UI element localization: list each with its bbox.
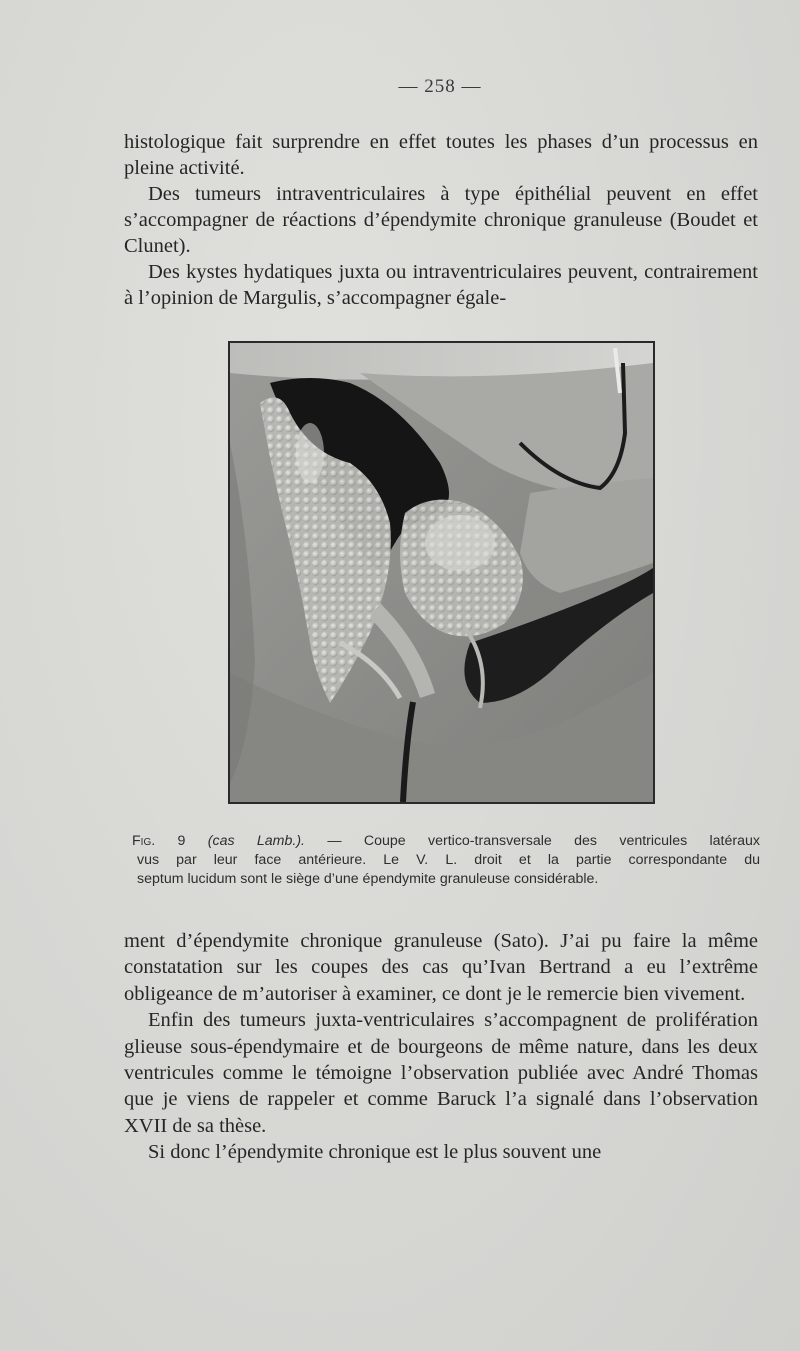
caption-line-1	[132, 832, 760, 851]
paragraph-continuation: histologique fait surprendre en effet toutes les phases d’un processus en pleine activité.	[124, 131, 758, 179]
paragraph-tumeurs: Des tumeurs intraventriculaires à type épithélial peuvent en effet s’accompagner de réactions d’épendymite chronique granuleuse (Boudet et Clunet).	[124, 183, 758, 257]
caption-line-3: septum lucidum sont le siège d’une épendymite granuleuse considérable.	[137, 871, 599, 887]
body-text-bottom	[124, 928, 758, 1166]
caption-line-2: vus par leur face antérieure. Le V. L. droit et la partie correspondante du	[137, 852, 760, 868]
brain-section-photo	[230, 343, 653, 802]
figure-caption	[132, 832, 760, 889]
caption-case-reference: (cas Lamb.).	[207, 833, 305, 849]
paragraph-si-donc: Si donc l’épendymite chronique est le plus souvent une	[148, 1141, 602, 1164]
caption-line-1-text: — Coupe vertico-transversale des ventricules latéraux	[305, 833, 760, 849]
paragraph-continuation-sato: ment d’épendymite chronique granuleuse (Sato). J’ai pu faire la même constatation sur les coupes des cas qu’Ivan Bertrand a eu l’extrême obligeance de m’autoriser à examiner, ce dont je le remercie bien vivement.	[124, 930, 758, 1005]
page-number: — 258 —	[398, 76, 482, 97]
body-text-top	[124, 129, 758, 311]
paragraph-kystes: Des kystes hydatiques juxta ou intraventriculaires peuvent, contrairement à l’opinion de Margulis, s’accompagner égale-	[124, 261, 758, 309]
figure-photograph	[228, 341, 655, 804]
caption-figure-label: Fig. 9	[132, 833, 186, 849]
paragraph-enfin: Enfin des tumeurs juxta-ventriculaires s’accompagnent de prolifération glieuse sous-épendymaire et de bourgeons de même nature, dans les deux ventricules comme le témoigne l’observation publiée avec André Thomas que je viens de rappeler et comme Baruck l’a signalé dans l’observation XVII de sa thèse.	[124, 1009, 758, 1137]
